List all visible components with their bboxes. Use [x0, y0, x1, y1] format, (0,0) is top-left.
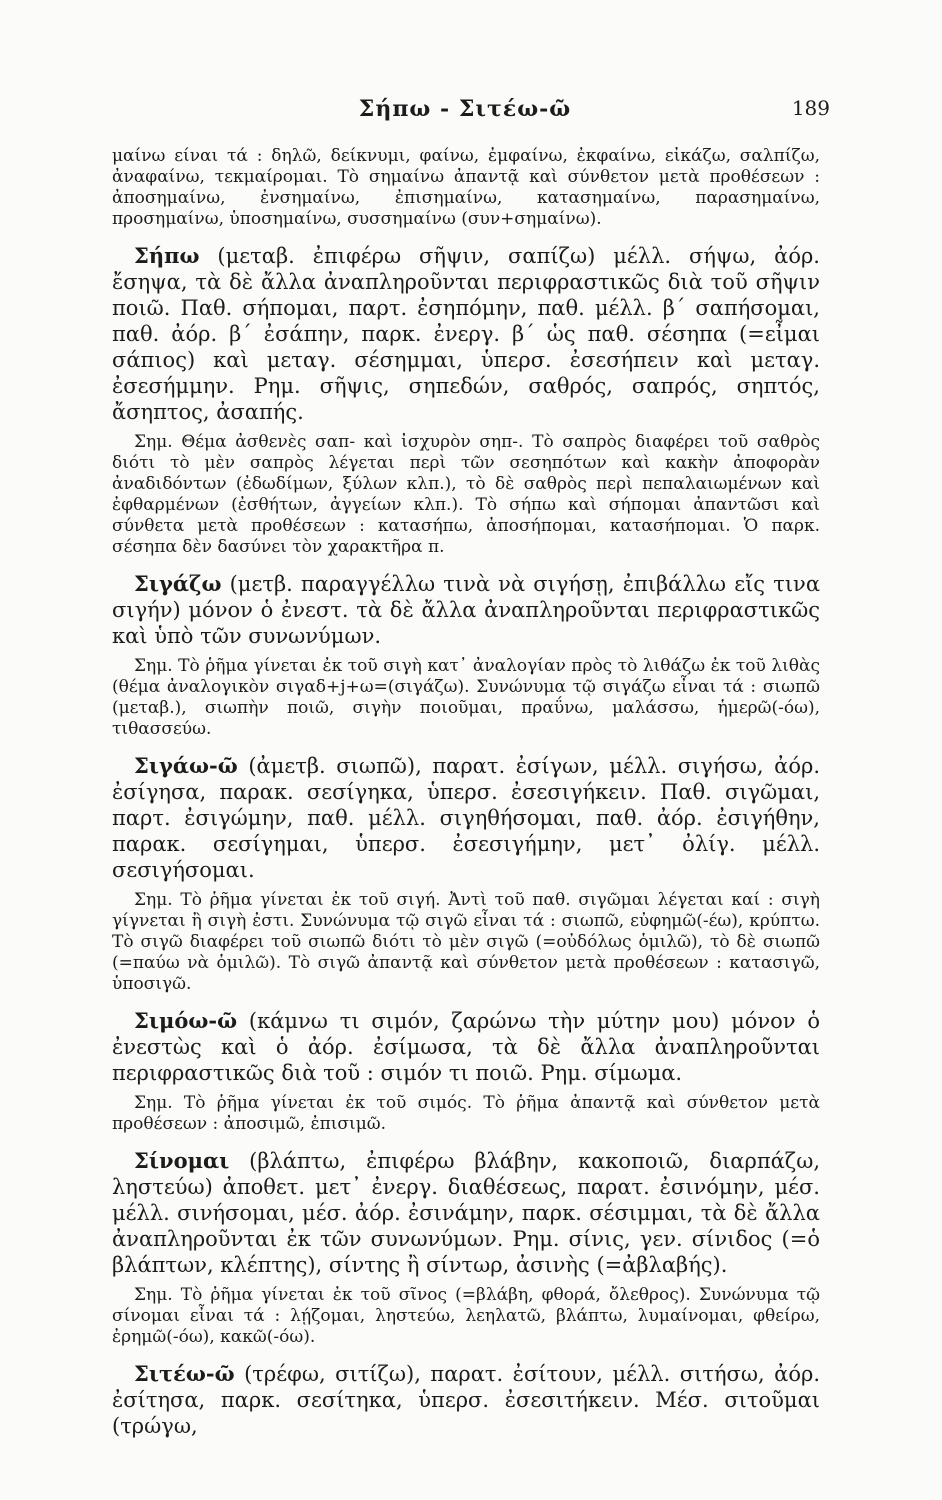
continued-paragraph	[112, 146, 820, 230]
note-text: Σημ. Τὸ ῥῆμα γίνεται ἐκ τοῦ σιγὴ κατ᾽ ἀναλογίαν πρὸς τὸ λιθάζω ἐκ τοῦ λιθὰς (θέμα ἀναλογικὸν σιγαδ+j+ω=(σιγάζω). Συνώνυμα τῷ σιγάζω εἶναι τά : σιωπῶ (μεταβ.), σιωπὴν ποιῶ, σιγὴν ποιοῦμαι, πραΰνω, μαλάσσω, ἡμερῶ(-όω), τιθασσεύω.	[112, 656, 820, 739]
lemma-headword: Σήπω	[134, 243, 200, 268]
note-text: Σημ. Τὸ ῥῆμα γίνεται ἐκ τοῦ σιγή. Ἀντὶ τοῦ παθ. σιγῶμαι λέγεται καί : σιγὴ γίγνεται ἢ σιγὴ ἐστι. Συνώνυμα τῷ σιγῶ εἶναι τά : σιωπῶ, εὐφημῶ(-έω), κρύπτω. Τὸ σιγῶ διαφέρει τοῦ σιωπῶ διότι τὸ μὲν σιγῶ (=οὐδόλως ὁμιλῶ), τὸ δὲ σιωπῶ (=παύω νὰ ὁμιλῶ). Τὸ σιγῶ ἀπαντᾷ καὶ σύνθετον μετὰ προθέσεων : κατασιγῶ, ὑποσιγῶ.	[112, 890, 820, 994]
page-body	[112, 146, 820, 1439]
entry-sinomai	[112, 1148, 820, 1278]
entry-text: (κάμνω τι σιμόν, ζαρώνω τὴν μύτην μου) μόνον ὁ ἐνεστὼς καὶ ὁ ἀόρ. ἐσίμωσα, τὰ δὲ ἄλλα ἀναπληροῦνται περιφραστικῶς διὰ τοῦ : σιμόν τι ποιῶ. Ρημ. σίμωμα.	[112, 1009, 820, 1085]
running-title: Σήπω - Σιτέω-ῶ	[358, 96, 572, 122]
lemma-headword: Σιγάζω	[134, 571, 222, 596]
page-header	[100, 96, 830, 130]
note-text: Σημ. Θέμα ἀσθενὲς σαπ- καὶ ἰσχυρὸν σηπ-. Τὸ σαπρὸς διαφέρει τοῦ σαθρὸς διότι τὸ μὲν σαπρὸς λέγεται περὶ τῶν σεσηπότων καὶ κακὴν ἀποφορὰν ἀναδιδόντων (ἐδωδίμων, ξύλων κλπ.), τὸ δὲ σαθρὸς περὶ πεπαλαιωμένων καὶ ἐφθαρμένων (ἐσθήτων, ἀγγείων κλπ.). Τὸ σήπω καὶ σήπομαι ἀπαντῶσι καὶ σύνθετα μετὰ προθέσεων : κατασήπω, ἀποσήπομαι, κατασήπομαι. Ὁ παρκ. σέσηπα δὲν δασύνει τὸν χαρακτῆρα π.	[112, 432, 820, 557]
entry-siteo	[112, 1361, 820, 1439]
lemma-headword: Σιγάω-ῶ	[134, 753, 238, 778]
entry-text: (μεταβ. ἐπιφέρω σῆψιν, σαπίζω) μέλλ. σήψω, ἀόρ. ἔσηψα, τὰ δὲ ἄλλα ἀναπληροῦνται περιφραστικῶς διὰ τοῦ σῆψιν ποιῶ. Παθ. σήπομαι, παρτ. ἐσηπόμην, παθ. μέλλ. β΄ σαπήσομαι, παθ. ἀόρ. β΄ ἐσάπην, παρκ. ἐνεργ. β΄ ὡς παθ. σέσηπα (=εἶμαι σάπιος) καὶ μεταγ. σέσημμαι, ὑπερσ. ἐσεσήπειν καὶ μεταγ. ἐσεσήμμην. Ρημ. σῆψις, σηπεδών, σαθρός, σαπρός, σηπτός, ἄσηπτος, ἀσαπής.	[112, 244, 820, 424]
entry-text: (τρέφω, σιτίζω), παρατ. ἐσίτουν, μέλλ. σιτήσω, ἀόρ. ἐσίτησα, παρκ. σεσίτηκα, ὑπερσ. ἐσεσιτήκειν. Μέσ. σιτοῦμαι (τρώγω,	[112, 1362, 820, 1438]
note-text: Σημ. Τὸ ῥῆμα γίνεται ἐκ τοῦ σῖνος (=βλάβη, φθορά, ὄλεθρος). Συνώνυμα τῷ σίνομαι εἶναι τά : λῄζομαι, ληστεύω, λεηλατῶ, βλάπτω, λυμαίνομαι, φθείρω, ἐρημῶ(-όω), κακῶ(-όω).	[112, 1285, 820, 1347]
entry-text: (βλάπτω, ἐπιφέρω βλάβην, κακοποιῶ, διαρπάζω, ληστεύω) ἀποθετ. μετ᾽ ἐνεργ. διαθέσεως, παρατ. ἐσινόμην, μέσ. μέλλ. σινήσομαι, μέσ. ἀόρ. ἐσινάμην, παρκ. σέσιμμαι, τὰ δὲ ἄλλα ἀναπληροῦνται ἐκ τῶν συνωνύμων. Ρημ. σίνις, γεν. σίνιδος (=ὁ βλάπτων, κλέπτης), σίντης ἢ σίντωρ, ἀσινὴς (=ἀβλαβής).	[112, 1149, 820, 1277]
note-simoo	[112, 1093, 820, 1135]
paragraph-text: μαίνω είναι τά : δηλῶ, δείκνυμι, φαίνω, ἐμφαίνω, ἐκφαίνω, εἰκάζω, σαλπίζω, ἀναφαίνω, τεκμαίρομαι. Τὸ σημαίνω ἀπαντᾷ καὶ σύνθετον μετὰ προθέσεων : ἀποσημαίνω, ἐνσημαίνω, ἐπισημαίνω, κατασημαίνω, παρασημαίνω, προσημαίνω, ὑποσημαίνω, συσσημαίνω (συν+σημαίνω).	[112, 146, 820, 229]
lemma-headword: Σιμόω-ῶ	[134, 1008, 238, 1033]
note-sigao	[112, 890, 820, 995]
entry-sepo	[112, 243, 820, 425]
entry-text: (ἀμετβ. σιωπῶ), παρατ. ἐσίγων, μέλλ. σιγήσω, ἀόρ. ἐσίγησα, παρακ. σεσίγηκα, ὑπερσ. ἐσεσιγήκειν. Παθ. σιγῶμαι, παρτ. ἐσιγώμην, παθ. μέλλ. σιγηθήσομαι, παθ. ἀόρ. ἐσιγήθην, παρακ. σεσίγημαι, ὑπερσ. ἐσεσιγήμην, μετ᾽ ὀλίγ. μέλλ. σεσιγήσομαι.	[112, 754, 820, 882]
lemma-headword: Σίνομαι	[134, 1148, 230, 1173]
note-text: Σημ. Τὸ ῥῆμα γίνεται ἐκ τοῦ σιμός. Τὸ ῥῆμα ἀπαντᾷ καὶ σύνθετον μετὰ προθέσεων : ἀποσιμῶ, ἐπισιμῶ.	[112, 1093, 820, 1134]
note-sigazo	[112, 656, 820, 740]
entry-sigao	[112, 753, 820, 883]
page-number: 189	[791, 96, 830, 120]
lemma-headword: Σιτέω-ῶ	[134, 1361, 235, 1386]
entry-sigazo	[112, 571, 820, 649]
note-sepo	[112, 432, 820, 558]
entry-simoo	[112, 1008, 820, 1086]
entry-text: (μετβ. παραγγέλλω τινὰ νὰ σιγήσῃ, ἐπιβάλλω εἴς τινα σιγήν) μόνον ὁ ἐνεστ. τὰ δὲ ἄλλα ἀναπληροῦνται περιφραστικῶς καὶ ὑπὸ τῶν συνωνύμων.	[112, 572, 820, 648]
note-sinomai	[112, 1285, 820, 1348]
